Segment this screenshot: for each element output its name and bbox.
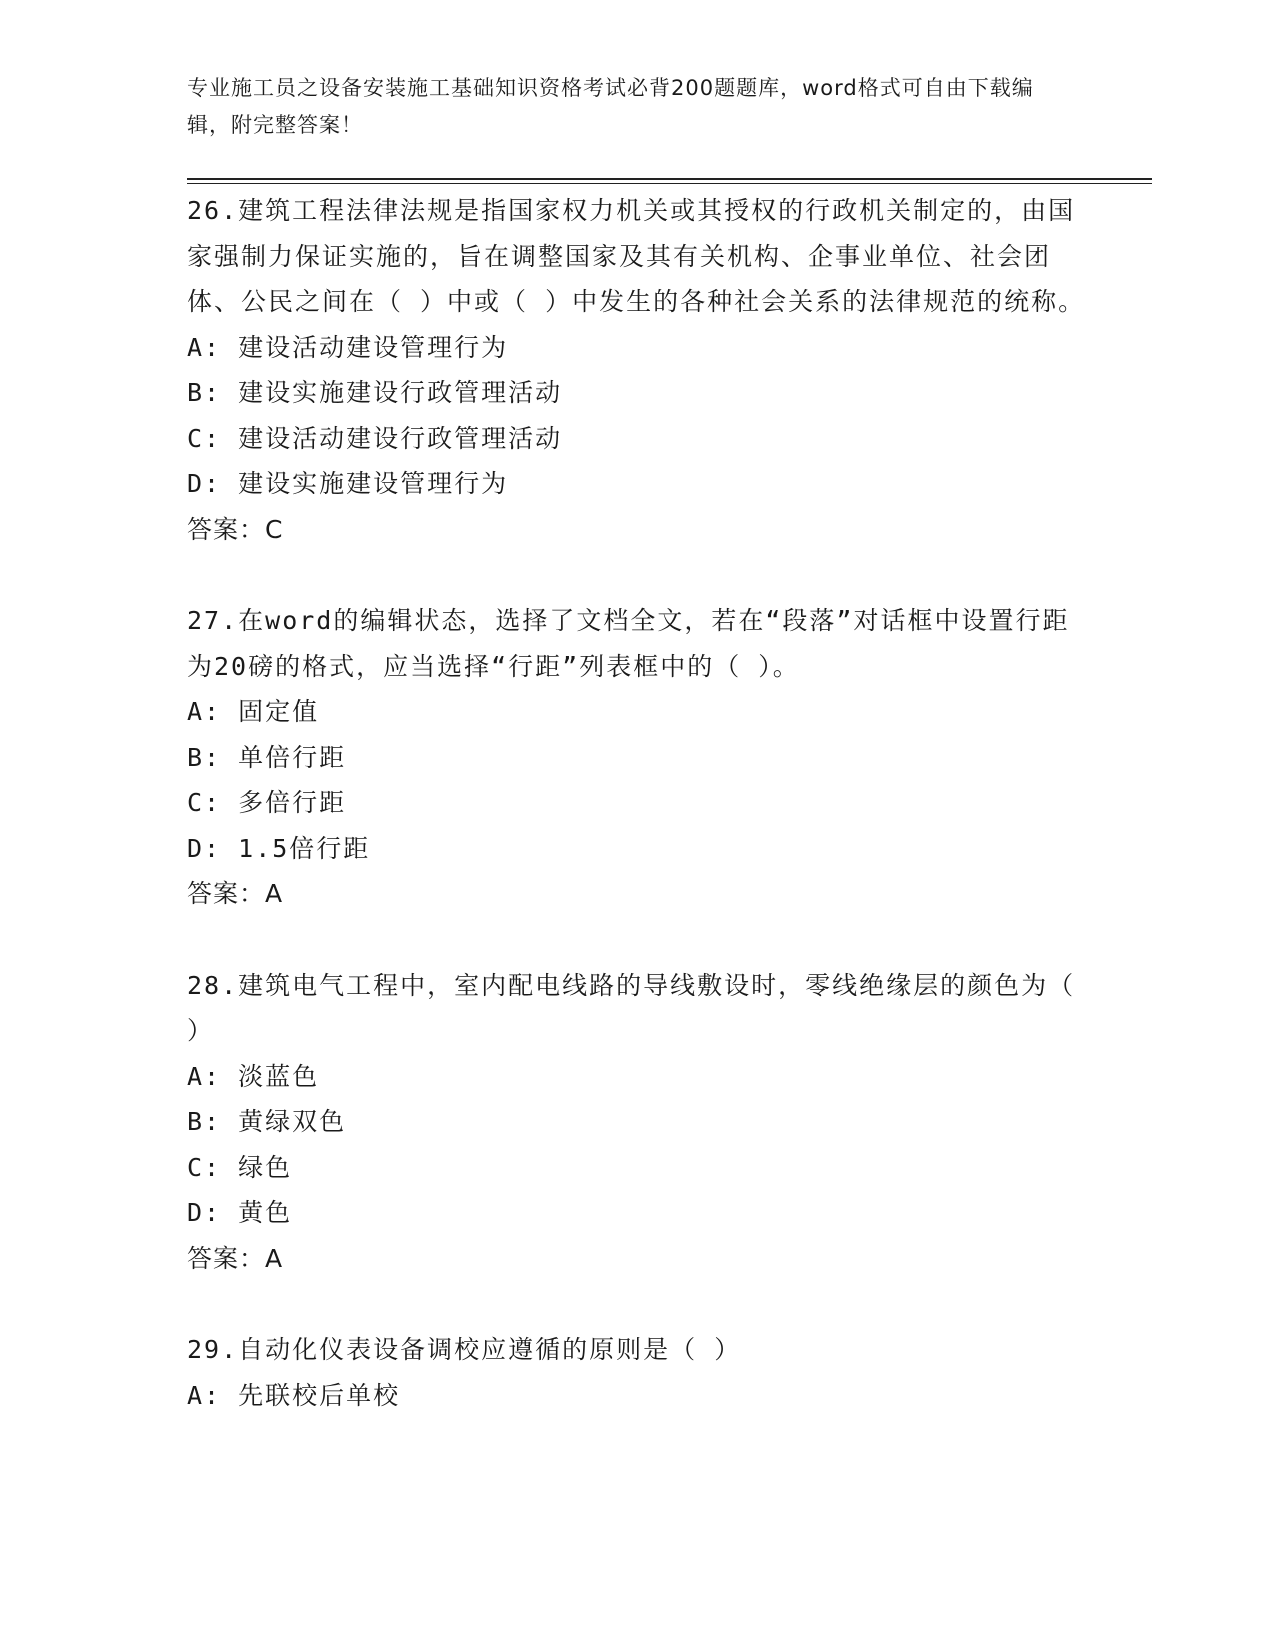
header-rule <box>187 178 1152 180</box>
option-a: A: 先联校后单校 <box>187 1380 401 1410</box>
answer-line: 答案：A <box>187 1243 284 1273</box>
answer-line: 答案：A <box>187 879 284 908</box>
option-c: C: 建设活动建设行政管理活动 <box>187 423 563 453</box>
question-28 <box>187 963 1087 1282</box>
option-a: A: 建设活动建设管理行为 <box>187 332 509 362</box>
option-d: D: 建设实施建设管理行为 <box>187 469 509 498</box>
question-stem: 26.建筑工程法律法规是指国家权力机关或其授权的行政机关制定的，由国家强制力保证实施的，旨在调整国家及其有关机构、企事业单位、社会团体、公民之间在（ ）中或（ ）中发生的各种社会关系的法律规范的统称。 <box>187 196 1086 316</box>
option-b: B: 建设实施建设行政管理活动 <box>187 378 563 407</box>
question-list <box>187 188 1087 1464</box>
option-d: D: 黄色 <box>187 1198 293 1227</box>
option-c: C: 绿色 <box>187 1152 293 1182</box>
question-stem: 28.建筑电气工程中，室内配电线路的导线敷设时，零线绝缘层的颜色为（ ） <box>187 970 1076 1045</box>
option-c: C: 多倍行距 <box>187 788 347 817</box>
question-27 <box>187 598 1087 917</box>
question-29 <box>187 1327 1087 1418</box>
option-a: A: 固定值 <box>187 697 320 726</box>
header-rule-thin <box>187 183 1152 184</box>
option-d: D: 1.5倍行距 <box>187 833 371 863</box>
question-stem: 27.在word的编辑状态，选择了文档全文，若在“段落”对话框中设置行距为20磅的格式，应当选择“行距”列表框中的（ ）。 <box>187 606 1070 681</box>
answer-line: 答案：C <box>187 514 284 544</box>
option-a: A: 淡蓝色 <box>187 1061 320 1091</box>
option-b: B: 单倍行距 <box>187 742 347 772</box>
question-26 <box>187 188 1087 552</box>
question-stem: 29.自动化仪表设备调校应遵循的原则是（ ） <box>187 1335 742 1364</box>
document-header <box>187 70 1067 144</box>
option-b: B: 黄绿双色 <box>187 1107 347 1136</box>
document-header-title: 专业施工员之设备安装施工基础知识资格考试必背200题题库，word格式可自由下载编辑，附完整答案！ <box>187 76 1034 137</box>
